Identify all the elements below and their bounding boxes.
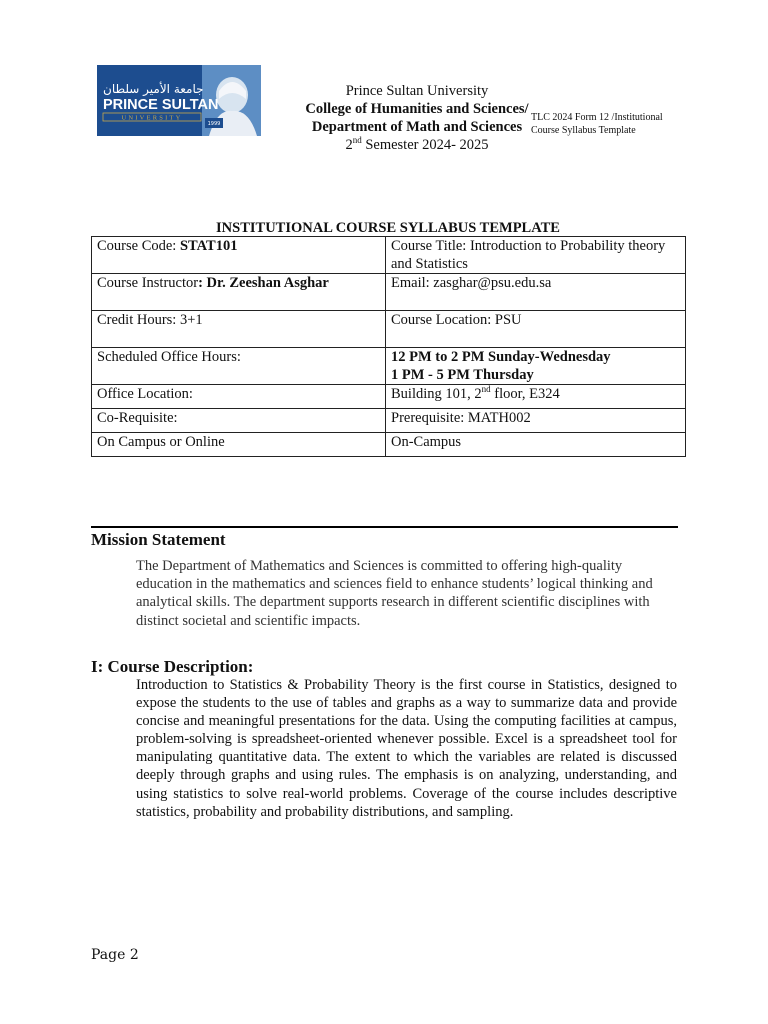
office-location-label-cell: Office Location: xyxy=(92,385,386,409)
mission-heading: Mission Statement xyxy=(91,530,226,549)
course-code-cell: Course Code: STAT101 xyxy=(92,237,386,274)
logo-year: 1999 xyxy=(207,121,221,127)
table-row xyxy=(92,433,686,457)
email-cell: Email: zasghar@psu.edu.sa xyxy=(386,274,686,311)
course-location-cell: Course Location: PSU xyxy=(386,311,686,348)
table-row xyxy=(92,385,686,409)
table-row xyxy=(92,311,686,348)
table-row xyxy=(92,348,686,385)
syllabus-title: INSTITUTIONAL COURSE SYLLABUS TEMPLATE xyxy=(216,220,560,236)
university-logo xyxy=(97,65,261,136)
table-row xyxy=(92,409,686,433)
form-reference: TLC 2024 Form 12 /Institutional Course Syllabus Template xyxy=(531,112,663,136)
logo-arabic-text: جامعة الأمير سلطان xyxy=(103,82,204,96)
logo-sub: UNIVERSITY xyxy=(121,114,183,122)
page-number: Page 2 xyxy=(91,947,139,963)
mode-label-cell: On Campus or Online xyxy=(92,433,386,457)
credit-hours-cell: Credit Hours: 3+1 xyxy=(92,311,386,348)
office-hours-value-cell: 12 PM to 2 PM Sunday-Wednesday 1 PM - 5 PM Thursday xyxy=(386,348,686,385)
office-location-value-cell: Building 101, 2nd floor, E324 xyxy=(386,385,686,409)
instructor-cell: Course Instructor: Dr. Zeeshan Asghar xyxy=(92,274,386,311)
office-hours-label-cell: Scheduled Office Hours: xyxy=(92,348,386,385)
semester-line: 2nd Semester 2024- 2025 xyxy=(345,135,489,153)
logo-name: PRINCE SULTAN xyxy=(103,97,219,113)
mode-value-cell: On-Campus xyxy=(386,433,686,457)
header-block xyxy=(300,82,534,154)
course-info-table xyxy=(91,236,686,457)
college-name: College of Humanities and Sciences/ Department of Math and Sciences xyxy=(305,101,529,135)
section-divider xyxy=(91,526,678,528)
course-description-body: Introduction to Statistics & Probability Theory is the first course in Statistics, designed to expose the students to the use of tables and graphs as a way to summarize data and provide concise and meaningful presentations for the data. Using the computing facilities at campus, problem-solving is spreadsheet-oriented whenever possible. Excel is a spreadsheet tool for manipulating quantitative data. The extent to which the variables are related is discussed deeply through graphs and using rules. The emphasis is on analyzing, understanding, and using statistics to solve real-world problems. Coverage of the course includes descriptive statistics, probability and probability distributions, and sampling. xyxy=(136,677,677,820)
table-row xyxy=(92,274,686,311)
university-name: Prince Sultan University xyxy=(345,83,489,99)
course-description-heading: I: Course Description: xyxy=(91,657,254,676)
table-row xyxy=(92,237,686,274)
mission-body: The Department of Mathematics and Sciences is committed to offering high-quality education in the mathematics and sciences field to enhance students’ logical thinking and analytical skills. The department supports research in different scientific disciplines with distinct societal and scientific impacts. xyxy=(136,558,653,629)
course-title-cell: Course Title: Introduction to Probability theory and Statistics xyxy=(386,237,686,274)
prerequisite-cell: Prerequisite: MATH002 xyxy=(386,409,686,433)
corequisite-cell: Co-Requisite: xyxy=(92,409,386,433)
